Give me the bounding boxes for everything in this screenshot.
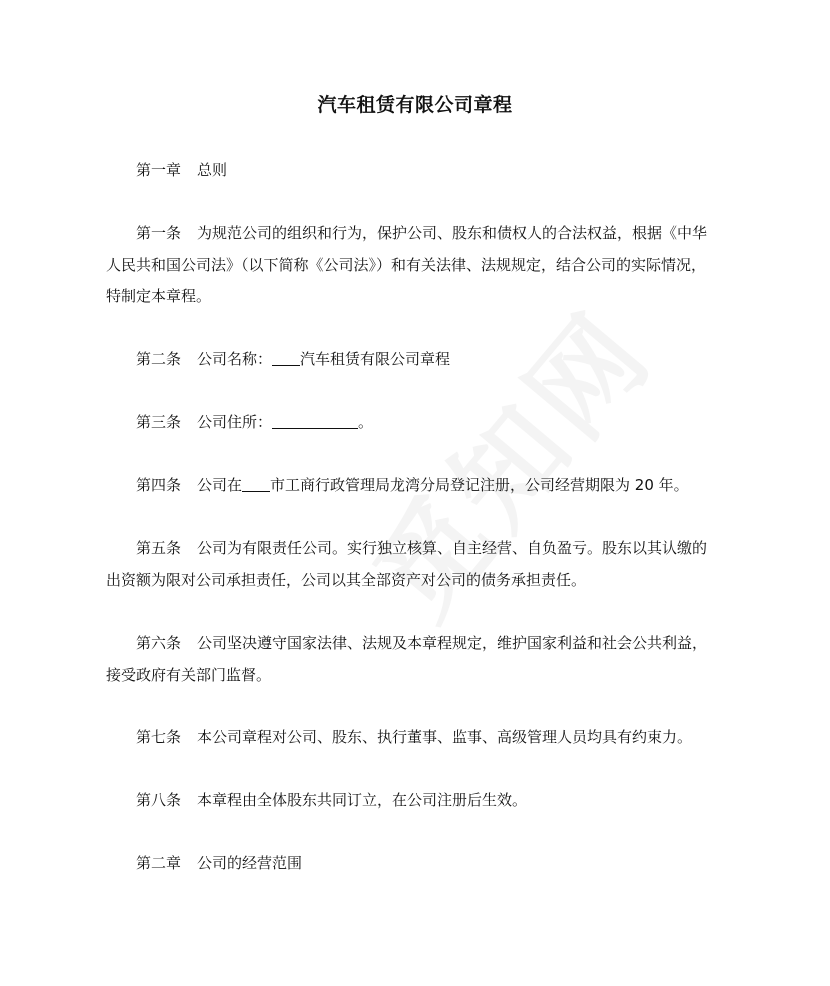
article-label: 第四条 — [136, 476, 182, 494]
article-text: 公司为有限责任公司。实行独立核算、自主经营、自负盈亏。股东以其认缴的出资额为限对公司承担责任，公司以其全部资产对公司的债务承担责任。 — [106, 539, 708, 589]
chapter-2-heading — [106, 848, 718, 880]
chapter-label: 第一章 — [136, 161, 182, 179]
article-3 — [106, 407, 718, 439]
article-text: 本章程由全体股东共同订立，在公司注册后生效。 — [197, 791, 528, 809]
article-7 — [106, 722, 718, 754]
article-5 — [106, 533, 718, 596]
article-label: 第二条 — [136, 350, 182, 368]
article-text-prefix: 公司名称： — [197, 350, 273, 368]
article-text-suffix: 汽车租赁有限公司章程 — [300, 350, 451, 368]
chapter-label: 第二章 — [136, 854, 182, 872]
article-label: 第八条 — [136, 791, 182, 809]
article-text: 本公司章程对公司、股东、执行董事、监事、高级管理人员均具有约束力。 — [197, 728, 693, 746]
article-label: 第六条 — [136, 634, 182, 652]
article-label: 第三条 — [136, 413, 182, 431]
article-label: 第七条 — [136, 728, 182, 746]
article-label: 第五条 — [136, 539, 182, 557]
article-text: 公司坚决遵守国家法律、法规及本章程规定，维护国家利益和社会公共利益，接受政府有关部门监督。 — [106, 634, 708, 684]
article-text-suffix: 。 — [358, 413, 374, 431]
chapter-1-heading — [106, 155, 718, 187]
article-6 — [106, 628, 718, 691]
article-text-prefix: 公司住所： — [197, 413, 273, 431]
article-2 — [106, 344, 718, 376]
article-text-prefix: 公司在 — [197, 476, 243, 494]
blank-line — [242, 477, 270, 492]
article-text-suffix: 市工商行政管理局龙湾分局登记注册，公司经营期限为 20 年。 — [270, 476, 689, 494]
article-4 — [106, 470, 718, 502]
article-label: 第一条 — [136, 224, 182, 242]
blank-line — [272, 351, 300, 366]
article-1 — [106, 218, 718, 313]
chapter-title: 公司的经营范围 — [197, 854, 303, 872]
article-8 — [106, 785, 718, 817]
chapter-title: 总则 — [197, 161, 228, 179]
blank-line — [272, 414, 358, 429]
document-title: 汽车租赁有限公司章程 — [317, 94, 513, 116]
article-text: 为规范公司的组织和行为，保护公司、股东和债权人的合法权益，根据《中华人民共和国公司法》（以下简称《公司法》）和有关法律、法规规定，结合公司的实际情况，特制定本章程。 — [106, 224, 708, 305]
